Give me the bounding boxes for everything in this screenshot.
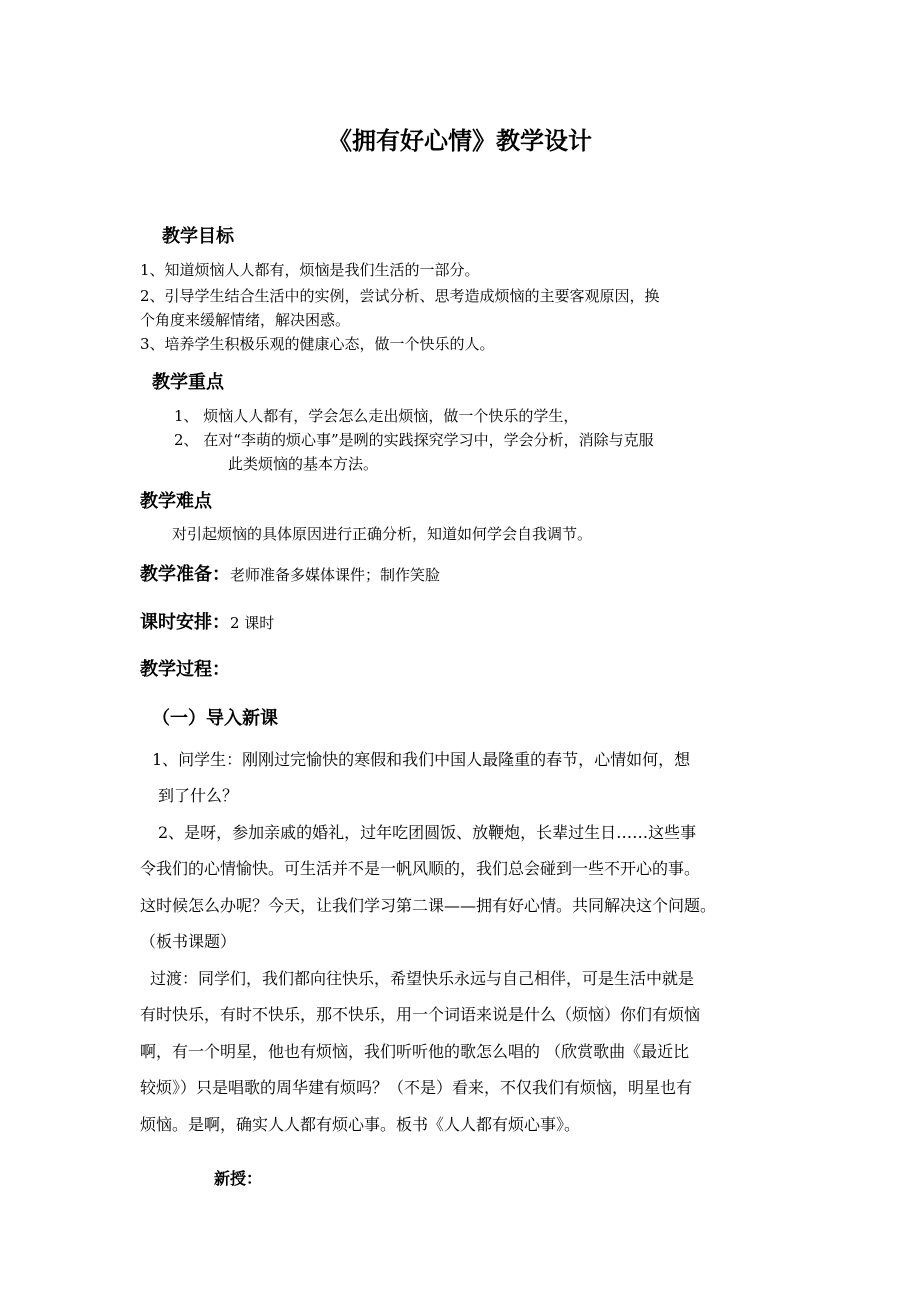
goals-item-2-cont: 个角度来缓解情绪，解决困惑。 [140,311,351,329]
section1-line: 啊，有一个明星，他也有烦恼，我们听听他的歌怎么唱的 （欣赏歌曲《最近比 [140,1042,690,1061]
new-lesson-label: 新授： [214,1169,263,1188]
section1-line: 这时候怎么办呢？今天，让我们学习第二课——拥有好心情。共同解决这个问题。 [140,896,717,915]
section1-line: 烦恼。是啊，确实人人都有烦心事。板书《人人都有烦心事》。 [140,1115,581,1134]
preparation-label: 教学准备： [140,564,230,585]
goals-item-1: 1、知道烦恼人人都有，烦恼是我们生活的一部分。 [140,261,480,279]
preparation-row [140,560,440,586]
section1-line: 到了什么？ [158,786,239,805]
goals-item-3: 3、培养学生积极乐观的健康心态，做一个快乐的人。 [140,335,495,353]
key-point-2: 2、 在对“李萌的烦心事”是咧的实践探究学习中，学会分析，消除与克服 [174,431,654,449]
goals-heading: 教学目标 [162,226,234,247]
difficulties-text: 对引起烦恼的具体原因进行正确分析，知道如何学会自我调节。 [172,525,593,543]
section1-line: 较烦》）只是唱歌的周华建有烦吗？（不是）看来，不仅我们有烦恼，明星也有 [140,1078,693,1097]
key-point-2-cont: 此类烦恼的基本方法。 [228,455,379,473]
key-points-heading: 教学重点 [152,372,224,393]
section1-line: （板书课题） [140,932,237,951]
section1-line: 有时快乐，有时不快乐，那不快乐，用一个词语来说是什么（烦恼）你们有烦恼 [140,1005,701,1024]
difficulties-heading: 教学难点 [140,491,212,512]
process-heading: 教学过程： [140,659,230,680]
section1-line: 令我们的心情愉快。可生活并不是一帆风顺的，我们总会碰到一些不开心的事。 [140,859,701,878]
section1-heading: （一）导入新课 [152,708,278,729]
section1-line: 2、是呀，参加亲戚的婚礼，过年吃团圆饭、放鞭炮，长辈过生日……这些事 [158,823,697,842]
goals-item-2: 2、引导学生结合生活中的实例，尝试分析、思考造成烦恼的主要客观原因，换 [140,287,660,305]
section1-line: 过渡：同学们，我们都向往快乐，希望快乐永远与自己相伴，可是生活中就是 [150,969,695,988]
schedule-value: 2 课时 [230,614,275,632]
preparation-value: 老师准备多媒体课件；制作笑脸 [230,566,441,584]
schedule-row [140,608,274,634]
key-point-1: 1、 烦恼人人都有，学会怎么走出烦恼，做一个快乐的学生， [174,407,579,425]
page-title: 《拥有好心情》教学设计 [328,127,592,155]
schedule-label: 课时安排： [140,612,230,633]
section1-line: 1、问学生：刚刚过完愉快的寒假和我们中国人最隆重的春节，心情如何，想 [152,750,691,769]
